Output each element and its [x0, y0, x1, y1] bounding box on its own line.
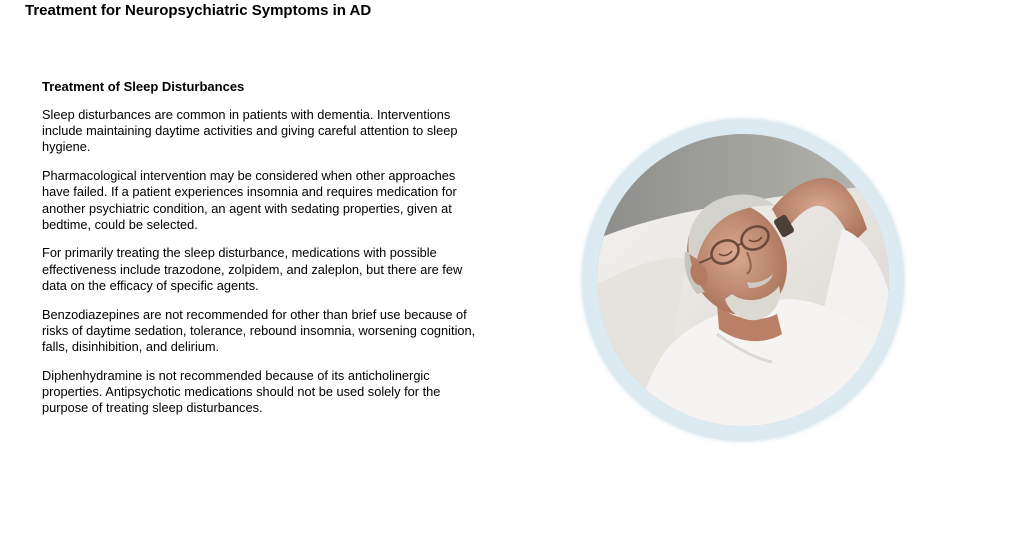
paragraph-diphenhydramine: Diphenhydramine is not recommended because of its anticholinergic properties. Antipsychotic medications should not be used solely for the purpose of treating sleep disturbances. [42, 367, 441, 416]
photo-frame [582, 119, 904, 441]
section-heading: Treatment of Sleep Disturbances [42, 79, 245, 94]
page-title: Treatment for Neuropsychiatric Symptoms in AD [25, 2, 372, 19]
paragraph-benzodiazepines: Benzodiazepines are not recommended for other than brief use because of risks of daytime sedation, tolerance, rebound insomnia, worsening cognition, falls, disinhibition, and delirium. [42, 306, 476, 354]
elderly-man-resting-photo [597, 134, 889, 426]
paragraph-sleep-common: Sleep disturbances are common in patients with dementia. Interventions include maintaining daytime activities and giving careful attention to sleep hygiene. [42, 107, 458, 155]
paragraph-pharmacological: Pharmacological intervention may be considered when other approaches have failed. If a patient experiences insomnia and requires medication for another psychiatric condition, an agent with sedating properties, given at bedtime, could be selected. [42, 168, 457, 232]
paragraph-medications: For primarily treating the sleep disturbance, medications with possible effectiveness include trazodone, zolpidem, and zaleplon, but there are few data on the efficacy of specific agents. [42, 245, 463, 293]
main-content [42, 79, 482, 429]
